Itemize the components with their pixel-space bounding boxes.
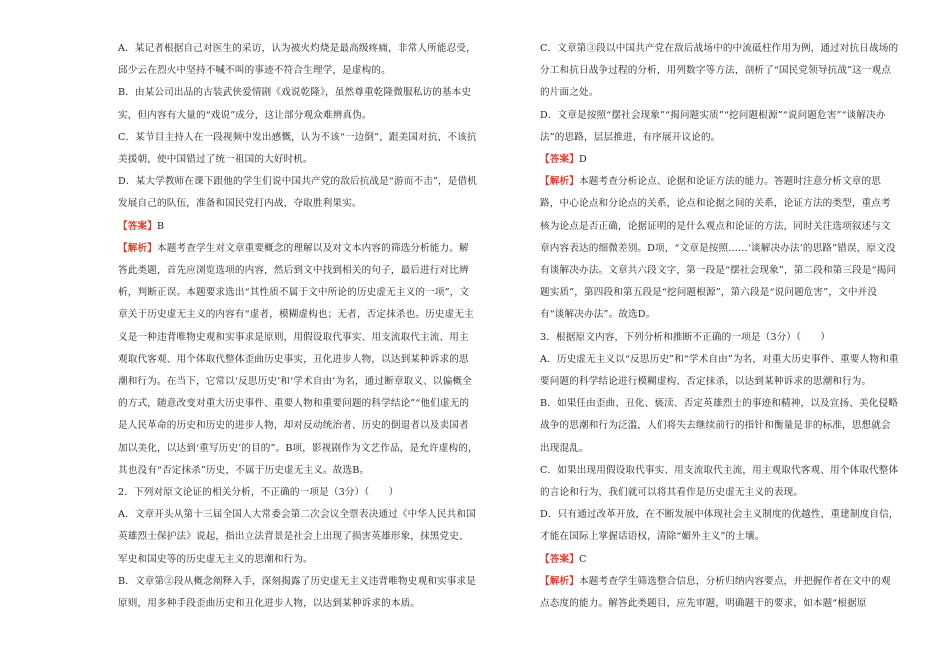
- left-paragraph: D．某大学教师在课下跟他的学生们说中国共产党的敌后抗战是“游而不击”，是借机发展自己的队伍，准备和国民党打内战，夺取胜利果实。: [118, 176, 477, 210]
- left-answer: [118, 216, 478, 238]
- answer-text: B: [156, 220, 165, 232]
- right-analysis: [540, 571, 900, 615]
- analysis-label: 【解析】: [118, 242, 157, 254]
- left-paragraph: C．某节目主持人在一段视频中发出感慨，认为不该“一边倒”，跟美国对抗，不该抗美援朝，使中国错过了统一祖国的大好时机。: [118, 131, 477, 166]
- right-paragraph: A．历史虚无主义以“反思历史”和“学术自由”为名，对重大历史事件、重要人物和重要问题的科学结论进行模糊虚构、否定抹杀，以达到某种诉求的思潮和行为。: [540, 353, 899, 388]
- left-analysis: [118, 238, 478, 482]
- analysis-text: 本题考查学生筛选整合信息，分析归纳内容要点，并把握作者在文中的观点态度的能力。解答此类题目，应先审题，明确题干的要求，如本题“根据原: [540, 575, 891, 610]
- answer-label: 【答案】: [540, 553, 579, 565]
- right-paragraph: B．如果任由歪曲、丑化、亵渎、否定英雄烈士的事迹和精神，以及宣扬、美化侵略战争的思潮和行为泛滥，人们将失去继续前行的指针和衡量是非的标准，思想就会出现混乱。: [540, 398, 898, 454]
- right-answer: [540, 549, 900, 571]
- analysis-text: 本题考查分析论点、论据和论证方法的能力。答题时注意分析文章的思路，中心论点和分论点的关系，论点和论据之间的关系，论证方法的类型，重点考核为论点是否正确，论据证明的是什么观点和论证的方法，同时关注选项叙述与文章内容表达的细微差别。D项，“文章是按照……‘谈解决办法’的思路”错误，原文没有谈解决办法。文章共六段文字，第一段是“摆社会现象”，第二段和第三段是“揭问题实质”，第四段和第五段是“挖问题根源”，第六段是“说问题危害”，文中并没有“谈解决办法”。故选D。: [540, 176, 897, 321]
- answer-text: D: [578, 154, 587, 166]
- analysis-label: 【解析】: [540, 176, 579, 188]
- right-paragraph: C．如果出现用假设取代事实、用支流取代主流，用主观取代客观、用个体取代整体的言论和行为，我们就可以将其看作是历史虚无主义的表现。: [540, 464, 899, 499]
- answer-text: C: [578, 553, 587, 565]
- right-paragraph: 3．根据原文内容，下列分析和推断不正确的一项是（3分）（ ）: [540, 331, 831, 343]
- right-paragraph: D．只有通过改革开放，在不断发展中体现社会主义制度的优越性，重建制度自信，才能在国际上掌握话语权，清除“媚外主义”的土壤。: [540, 509, 899, 543]
- left-paragraph: B．文章第②段从概念阐释入手，深刻揭露了历史虚无主义违背唯物史观和实事求是原则，用多种手段歪曲历史和丑化进步人物，以达到某种诉求的本质。: [118, 575, 476, 610]
- right-paragraph: C．文章第③段以中国共产党在敌后战场中的中流砥柱作用为例，通过对抗日战场的分工和抗日战争过程的分析，用列数字等方法，剖析了“国民党领导抗战”这一观点的片面之处。: [540, 43, 899, 99]
- left-paragraph: B．由某公司出品的古装武侠爱情剧《戏说乾隆》，虽然尊重乾隆微服私访的基本史实，但内容有大量的“戏说”成分，这让部分观众难辨真伪。: [118, 87, 472, 121]
- analysis-label: 【解析】: [540, 575, 579, 587]
- left-paragraph: A．某记者根据自己对医生的采访，认为被火灼烧是最高级疼痛，非常人所能忍受，邱少云在烈火中坚持不喊不叫的事迹不符合生理学，是虚构的。: [118, 43, 476, 77]
- answer-label: 【答案】: [118, 220, 157, 232]
- right-column: [540, 38, 900, 615]
- right-analysis: [540, 171, 900, 326]
- left-paragraph: A．文章开头从第十三届全国人大常委会第二次会议全票表决通过《中华人民共和国英雄烈士保护法》说起，指出立法背景是社会上出现了损害英雄形象，抹黑党史、军史和国史等的历史虚无主义的思潮和行为。: [118, 509, 476, 565]
- left-paragraph: 2．下列对原文论证的相关分析，不正确的一项是（3分）（ ）: [118, 487, 399, 499]
- right-answer: [540, 149, 900, 171]
- left-column: [118, 38, 478, 615]
- answer-label: 【答案】: [540, 154, 579, 166]
- analysis-text: 本题考查学生对文章重要概念的理解以及对文本内容的筛选分析能力。解答此类题，首先应浏览选项的内容，然后到文中找到相关的句子，最后进行对比辨析，判断正误。本题要求选出“其性质不属于文中所论的历史虚无主义的一项”，文章关于历史虚无主义的内容有“虚者，模糊虚构也；无者，否定抹杀也。历史虚无主义是一种违背唯物史观和实事求是原则，用假设取代事实、用支流取代主流、用主观取代客观、用个体取代整体歪曲历史事实，丑化进步人物，以达到某种诉求的思潮和行为。在当下，它常以‘反思历史’和‘学术自由’为名，通过断章取义、以偏概全的方式，随意改变对重大历史事件、重要人物和重要问题的科学结论”“他们虚无的是人民革命的历史和历史的进步人物，却对反动统治者、历史的倒退者以及卖国者加以美化，以达到‘重写历史’的目的”。B项，影视剧作为文艺作品，是允许虚构的，其也没有“否定抹杀”历史，不属于历史虚无主义。故选B。: [118, 242, 478, 476]
- right-paragraph: D．文章是按照“摆社会现象”“揭问题实质”“挖问题根源”“说问题危害”“谈解决办法”的思路，层层推进，有序展开议论的。: [540, 109, 886, 143]
